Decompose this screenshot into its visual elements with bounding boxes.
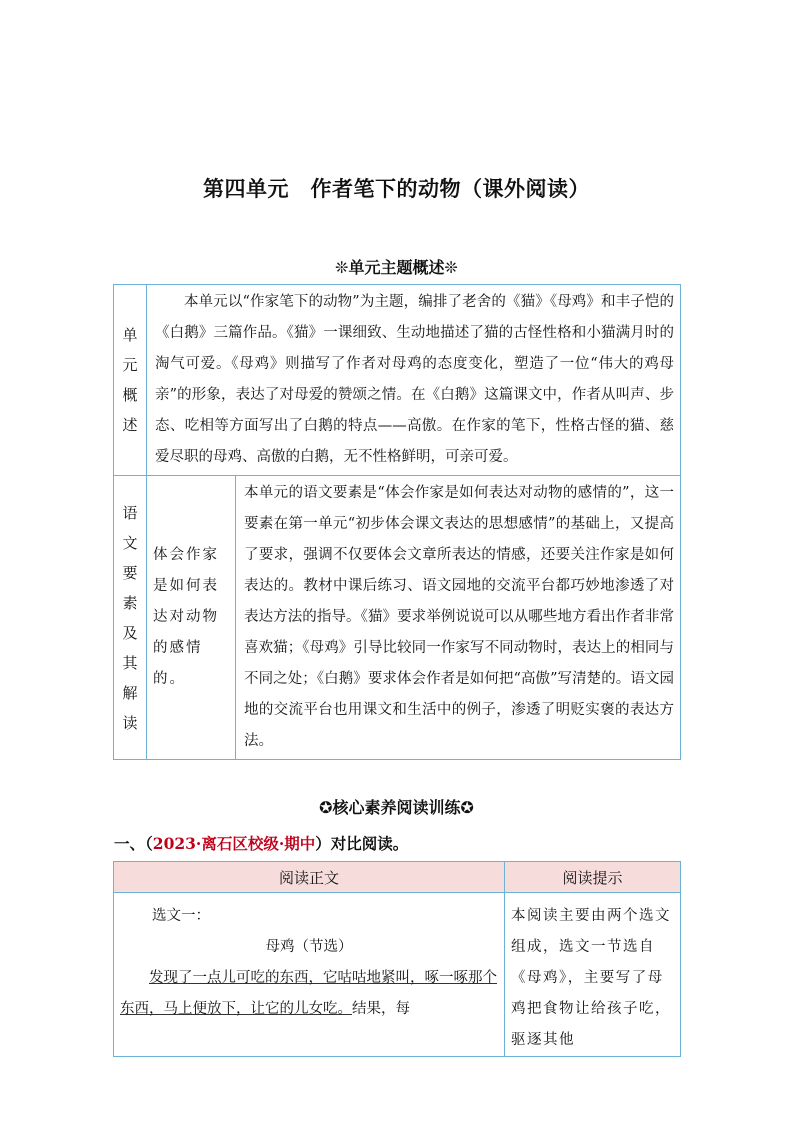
- underlined-sentence: 发现了一点儿可吃的东西，它咕咕地紧叫，啄一啄那个东西，马上便放下，让它的儿女吃。: [120, 970, 497, 1017]
- page-title: 第四单元 作者笔下的动物（课外阅读）: [203, 176, 590, 201]
- header-reading-text: 阅读正文: [114, 862, 505, 893]
- question-instruction: 对比阅读。: [330, 834, 409, 853]
- section-heading-unit-overview: ❊单元主题概述❊: [335, 258, 458, 277]
- language-element-text: 本单元的语文要素是“体会作家是如何表达对动物的感情的”，这一要素在第一单元“初步体会课文表达的思想感情”的基础上，又提高了要求，强调不仅要体会文章所表达的情感，还要关注作家是如何表达的。教材中课后练习、语文园地的交流平台都巧妙地渗透了对表达方法的指导。《猫》要求举例说说可以从哪些地方看出作者非常喜欢猫；《母鸡》引导比较同一作家写不同动物时，表达上的相同与不同之处；《白鹅》要求体会作者是如何把“高傲”写清楚的。语文园地的交流平台也用课文和生活中的例子，渗透了明贬实褒的表达方法。: [236, 476, 681, 760]
- section-heading-reading-training: ✪核心素养阅读训练✪: [319, 798, 474, 817]
- language-element-summary: 体会作家是如何表达对动物的感情的。: [147, 476, 236, 760]
- question-1-heading: 一、（2023·离石区校级·期中）对比阅读。: [114, 834, 409, 853]
- table-row: [114, 893, 681, 1057]
- selection-paragraph: 发现了一点儿可吃的东西，它咕咕地紧叫，啄一啄那个东西，马上便放下，让它的儿女吃。结果，每: [120, 970, 497, 1017]
- header-reading-hint: 阅读提示: [505, 862, 681, 893]
- row-label-language-elements: 语文要素及其解读: [114, 476, 147, 760]
- row-label-unit-overview: 单元概述: [114, 285, 147, 476]
- unit-overview-table: [113, 284, 681, 760]
- table-row: [114, 285, 681, 476]
- table-header-row: [114, 862, 681, 893]
- selection-label: 选文一：: [152, 908, 210, 924]
- reading-text-cell: [114, 893, 505, 1057]
- table-row: [114, 476, 681, 760]
- selection-title: 母鸡（节选）: [265, 939, 353, 955]
- reading-hint-text: 本阅读主要由两个选文组成，选文一节选自《母鸡》，主要写了母鸡把食物让给孩子吃，驱逐其他: [505, 893, 681, 1057]
- question-source: 2023·离石区校级·期中: [152, 834, 316, 853]
- question-number: 一、: [114, 834, 146, 853]
- reading-table: [113, 861, 681, 1057]
- unit-overview-text: 本单元以“作家笔下的动物”为主题，编排了老舍的《猫》《母鸡》和丰子恺的《白鹅》三篇作品。《猫》一课细致、生动地描述了猫的古怪性格和小猫满月时的淘气可爱。《母鸡》则描写了作者对母鸡的态度变化，塑造了一位“伟大的鸡母亲”的形象，表达了对母爱的赞颂之情。在《白鹅》这篇课文中，作者从叫声、步态、吃相等方面写出了白鹅的特点——高傲。在作家的笔下，性格古怪的猫、慈爱尽职的母鸡、高傲的白鹅，无不性格鲜明，可亲可爱。: [147, 285, 681, 476]
